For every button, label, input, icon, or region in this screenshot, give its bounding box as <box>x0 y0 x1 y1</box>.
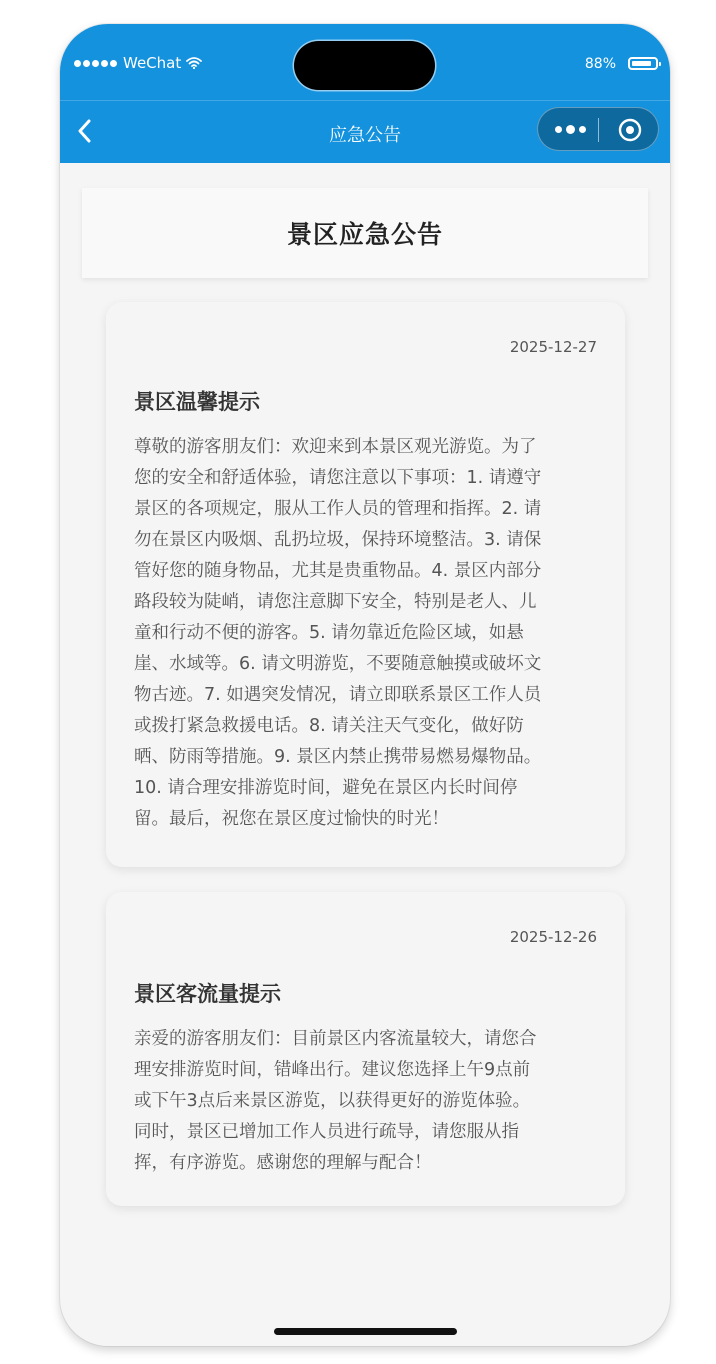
notice-title: 景区客流量提示 <box>134 982 281 1006</box>
page-header-card <box>82 188 648 278</box>
dynamic-island <box>294 41 435 90</box>
phone-frame <box>60 24 670 1346</box>
battery-fill <box>632 61 651 66</box>
nav-title: 应急公告 <box>329 125 401 146</box>
signal-dot <box>101 60 108 67</box>
signal-indicator <box>74 54 202 72</box>
signal-dot <box>110 60 117 67</box>
notice-title: 景区温馨提示 <box>134 390 260 414</box>
page-title: 景区应急公告 <box>286 220 443 249</box>
more-icon[interactable] <box>552 119 588 139</box>
notice-content: 尊敬的游客朋友们：欢迎来到本景区观光游览。为了 您的安全和舒适体验，请您注意以下事项：1. 请遵守 景区的各项规定，服从工作人员的管理和指挥。2. 请 勿在景区内吸烟、乱扔垃圾，保持环境整洁。3. 请保 管好您的随身物品，尤其是贵重物品。4. 景区内部分 路段较为陡峭，请您注意脚下安全，特别是老人、儿 童和行动不便的游客。5. 请勿靠近危险区域，如悬 崖、水域等。6. 请文明游览，不要随意触摸或破坏文 物古迹。7. 如遇突发情况，请立即联系景区工作人员 或拨打紧急救援电话。8. 请关注天气变化，做好防 晒、防雨等措施。9. 景区内禁止携带易燃易爆物品。 10. 请合理安排游览时间，避免在景区内长时间停 留。最后，祝您在景区度过愉快的时光！ <box>134 437 542 829</box>
battery-tip <box>659 62 661 66</box>
notice-content: 亲爱的游客朋友们：目前景区内客流量较大，请您合 理安排游览时间，错峰出行。建议您选择上午9点前 或下午3点后来景区游览，以获得更好的游览体验。 同时，景区已增加工作人员进行疏导，请您服从指 挥，有序游览。感谢您的理解与配合！ <box>134 1029 537 1173</box>
capsule-divider <box>598 118 599 142</box>
carrier-name: WeChat <box>123 54 182 72</box>
status-bar <box>60 24 670 100</box>
notice-tag: 客流量提示 <box>152 930 228 948</box>
miniprogram-capsule <box>537 107 659 151</box>
navigation-bar <box>60 100 670 163</box>
home-indicator <box>274 1328 457 1335</box>
notice-date: 2025-12-27 <box>509 338 597 356</box>
battery-percent: 88% <box>584 56 616 72</box>
signal-dot <box>83 60 90 67</box>
battery-icon <box>628 57 658 70</box>
notice-card[interactable] <box>106 302 625 867</box>
notice-card[interactable] <box>106 892 625 1206</box>
signal-dot <box>92 60 99 67</box>
notice-tag: 温馨提示 <box>152 340 213 358</box>
notice-date: 2025-12-26 <box>509 928 597 946</box>
close-miniprogram-icon[interactable] <box>618 118 642 142</box>
wifi-icon <box>186 57 202 69</box>
signal-dot <box>74 60 81 67</box>
top-bar <box>60 24 670 163</box>
